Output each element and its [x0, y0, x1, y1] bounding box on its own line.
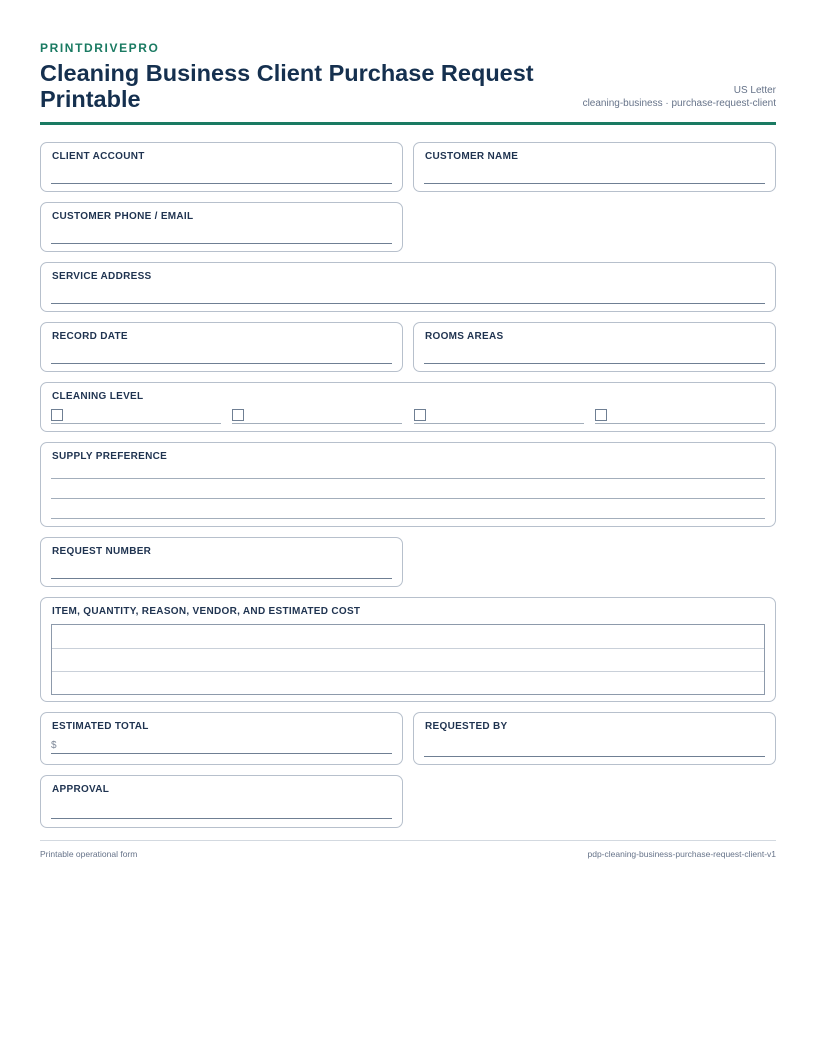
service-address-field[interactable] [40, 262, 776, 312]
client-account-field[interactable] [40, 142, 403, 192]
approval-label: APPROVAL [52, 784, 110, 795]
currency-symbol: $ [51, 740, 57, 751]
client-account-label: CLIENT ACCOUNT [52, 151, 145, 162]
cleaning-level-option-line-4[interactable] [595, 423, 765, 424]
cleaning-level-option-line-1[interactable] [51, 423, 221, 424]
supply-preference-line-2[interactable] [51, 498, 765, 499]
estimated-total-label: ESTIMATED TOTAL [52, 721, 149, 732]
document-meta [583, 84, 776, 110]
service-address-label: SERVICE ADDRESS [52, 271, 152, 282]
customer-contact-input-line[interactable] [51, 243, 392, 244]
cleaning-level-checkbox-4[interactable] [595, 409, 607, 421]
items-table-field [40, 597, 776, 702]
estimated-total-field[interactable] [40, 712, 403, 765]
form-id: pdp-cleaning-business-purchase-request-client-v1 [587, 849, 776, 859]
request-number-input-line[interactable] [51, 578, 392, 579]
supply-preference-field[interactable] [40, 442, 776, 527]
client-account-input-line[interactable] [51, 183, 392, 184]
items-table-row-divider [52, 671, 764, 672]
customer-name-field[interactable] [413, 142, 776, 192]
customer-contact-field[interactable] [40, 202, 403, 252]
approval-field[interactable] [40, 775, 403, 828]
paper-size: US Letter [733, 85, 776, 96]
footer-divider [40, 840, 776, 841]
requested-by-input-line[interactable] [424, 756, 765, 757]
service-address-input-line[interactable] [51, 303, 765, 304]
cleaning-level-label: CLEANING LEVEL [52, 391, 144, 402]
supply-preference-line-3[interactable] [51, 518, 765, 519]
request-number-label: REQUEST NUMBER [52, 546, 152, 557]
record-date-label: RECORD DATE [52, 331, 128, 342]
customer-contact-label: CUSTOMER PHONE / EMAIL [52, 211, 194, 222]
brand-name: PRINTDRIVEPRO [40, 41, 160, 55]
items-table[interactable] [51, 624, 765, 695]
approval-input-line[interactable] [51, 818, 392, 819]
page-title: Cleaning Business Client Purchase Request Printable [40, 60, 534, 112]
cleaning-level-checkbox-3[interactable] [414, 409, 426, 421]
requested-by-field[interactable] [413, 712, 776, 765]
supply-preference-line-1[interactable] [51, 478, 765, 479]
rooms-areas-input-line[interactable] [424, 363, 765, 364]
cleaning-level-option-line-2[interactable] [232, 423, 402, 424]
items-table-row-divider [52, 648, 764, 649]
cleaning-level-field [40, 382, 776, 432]
customer-name-input-line[interactable] [424, 183, 765, 184]
cleaning-level-checkbox-2[interactable] [232, 409, 244, 421]
header-divider [40, 122, 776, 125]
cleaning-level-option-line-3[interactable] [414, 423, 584, 424]
form-slug: cleaning-business · purchase-request-client [582, 98, 776, 109]
items-table-label: ITEM, QUANTITY, REASON, VENDOR, AND ESTIMATED COST [52, 606, 361, 617]
customer-name-label: CUSTOMER NAME [425, 151, 519, 162]
rooms-areas-field[interactable] [413, 322, 776, 372]
rooms-areas-label: ROOMS AREAS [425, 331, 504, 342]
supply-preference-label: SUPPLY PREFERENCE [52, 451, 168, 462]
footer-caption: Printable operational form [40, 849, 138, 859]
requested-by-label: REQUESTED BY [425, 721, 508, 732]
estimated-total-input-line[interactable] [51, 753, 392, 754]
cleaning-level-checkbox-1[interactable] [51, 409, 63, 421]
record-date-field[interactable] [40, 322, 403, 372]
record-date-input-line[interactable] [51, 363, 392, 364]
request-number-field[interactable] [40, 537, 403, 587]
